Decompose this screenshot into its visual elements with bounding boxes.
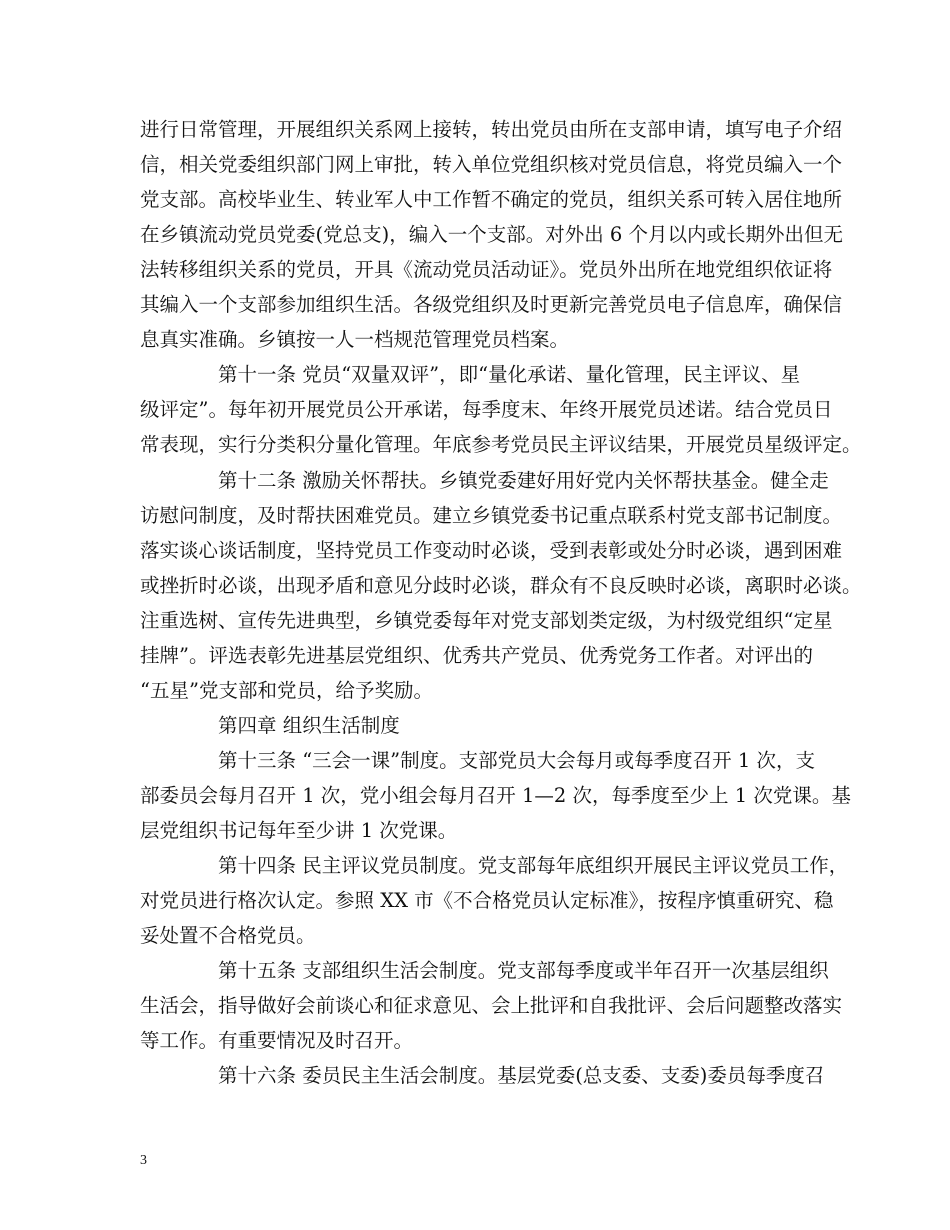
body-text-line: 其编入一个支部参加组织生活。各级党组织及时更新完善党员电子信息库，确保信 [140, 293, 843, 316]
body-text-line: 等工作。有重要情况及时召开。 [140, 1029, 414, 1052]
body-text-line: 或挫折时必谈，出现矛盾和意见分歧时必谈，群众有不良反映时必谈，离职时必谈。 [140, 574, 862, 597]
body-text-line: 访慰问制度，及时帮扶困难党员。建立乡镇党委书记重点联系村党支部书记制度。 [140, 504, 843, 527]
article-heading-line: 第十二条 激励关怀帮扶。乡镇党委建好用好党内关怀帮扶基金。健全走 [218, 469, 829, 492]
article-heading-line: 第十一条 党员“双量双评”，即“量化承诺、量化管理，民主评议、星 [218, 363, 801, 386]
body-text-line: 对党员进行格次认定。参照 XX 市《不合格党员认定标准》，按程序慎重研究、稳 [140, 889, 834, 912]
body-text-line: 生活会，指导做好会前谈心和征求意见、会上批评和自我批评、会后问题整改落实 [140, 994, 843, 1017]
page-number: 3 [140, 1153, 147, 1168]
body-text-line: 落实谈心谈话制度，坚持党员工作变动时必谈，受到表彰或处分时必谈，遇到困难 [140, 539, 843, 562]
article-heading-line: 第十五条 支部组织生活会制度。党支部每季度或半年召开一次基层组织 [218, 959, 829, 982]
body-text-line: 息真实准确。乡镇按一人一档规范管理党员档案。 [140, 328, 570, 351]
article-heading-line: 第十四条 民主评议党员制度。党支部每年底组织开展民主评议党员工作， [218, 854, 849, 877]
body-text-line: 常表现，实行分类积分量化管理。年底参考党员民主评议结果，开展党员星级评定。 [140, 433, 862, 456]
chapter-heading: 第四章 组织生活制度 [218, 714, 400, 737]
article-heading-line: 第十三条 “三会一课”制度。支部党员大会每月或每季度召开 1 次，支 [218, 749, 815, 772]
body-text-line: “五星”党支部和党员，给予奖励。 [140, 679, 433, 702]
article-heading-line: 第十六条 委员民主生活会制度。基层党委(总支委、支委)委员每季度召 [218, 1064, 825, 1087]
body-text-line: 在乡镇流动党员党委(党总支)，编入一个支部。对外出 6 个月以内或长期外出但无 [140, 223, 844, 246]
body-text-line: 进行日常管理，开展组织关系网上接转，转出党员由所在支部申请，填写电子介绍 [140, 118, 843, 141]
body-text-line: 挂牌”。评选表彰先进基层党组织、优秀共产党员、优秀党务工作者。对评出的 [140, 644, 813, 667]
body-text-line: 党支部。高校毕业生、转业军人中工作暂不确定的党员，组织关系可转入居住地所 [140, 188, 843, 211]
body-text-line: 层党组织书记每年至少讲 1 次党课。 [140, 819, 458, 842]
body-text-line: 信，相关党委组织部门网上审批，转入单位党组织核对党员信息，将党员编入一个 [140, 153, 843, 176]
body-text-line: 法转移组织关系的党员，开具《流动党员活动证》。党员外出所在地党组织依证将 [140, 258, 833, 281]
body-text-line: 部委员会每月召开 1 次，党小组会每月召开 1—2 次，每季度至少上 1 次党课。基 [140, 784, 851, 807]
body-text-line: 妥处置不合格党员。 [140, 924, 316, 947]
body-text-line: 注重选树、宣传先进典型，乡镇党委每年对党支部划类定级，为村级党组织“定星 [140, 609, 833, 632]
body-text-line: 级评定”。每年初开展党员公开承诺，每季度末、年终开展党员述诺。结合党员日 [140, 398, 833, 421]
